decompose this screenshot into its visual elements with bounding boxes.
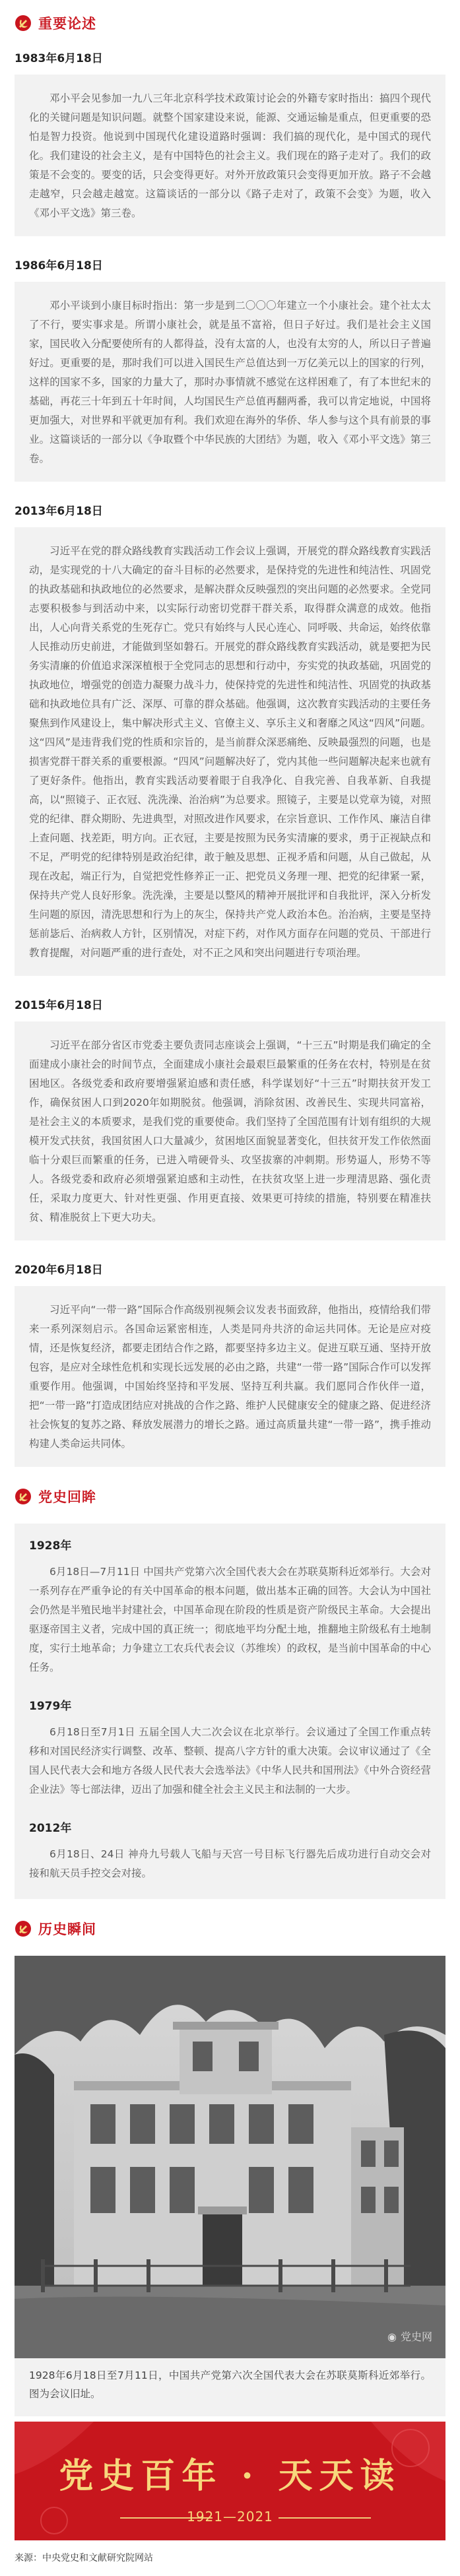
section-header-moment bbox=[15, 1919, 445, 1939]
section-title: 重要论述 bbox=[38, 16, 96, 32]
watermark-text: 党史网 bbox=[400, 2331, 432, 2343]
history-text-wrap bbox=[15, 1723, 445, 1815]
banner bbox=[15, 2422, 445, 2540]
section-header-important bbox=[15, 13, 445, 33]
weibo-icon: ◉ bbox=[387, 2331, 397, 2343]
history-box bbox=[15, 1524, 445, 1899]
entry-text-box bbox=[15, 527, 445, 976]
entry-text-box bbox=[15, 1021, 445, 1240]
entry-date: 1983年6月18日 bbox=[15, 52, 103, 65]
source-note: 来源：中央党史和文献研究院网站 bbox=[15, 2553, 153, 2563]
moment-box bbox=[15, 1956, 445, 2416]
entry-date: 1986年6月18日 bbox=[15, 259, 103, 273]
entry-text: 邓小平谈到小康目标时指出：第一步是到二〇〇〇年建立一个小康社会。建个社太太了不行，要实事求是。所谓小康社会，就是虽不富裕，但日子好过。我们是社会主义国家，国民收入分配要使所有的人都得益，没有太富的人，也没有太穷的人，所以日子普遍好过。更重要的是，那时我们可以进入国民生产总值达到一万亿美元以上的国家的行列，这样的国家不多，国家的力量大了，那时办事情就不感觉在这样困难了，有了本世纪末的基础，再花三十年到五十年时间，人均国民生产总值再翻两番，我可以肯定地说，中国将更加强大，对世界和平就更加有利。我们欢迎在海外的华侨、华人参与这个具有前景的事业。这篇谈话的一部分以《争取暨个中华民族的大团结》为题，收入《邓小平文选》第三卷。 bbox=[29, 300, 431, 465]
history-text: 6月18日、24日 神舟九号载人飞船与天宫一号目标飞行器先后成功进行自动交会对接和航天员手控交会对接。 bbox=[29, 1848, 431, 1879]
history-text-wrap bbox=[15, 1845, 445, 1899]
history-text-wrap bbox=[15, 1562, 445, 1693]
section-title: 历史瞬间 bbox=[38, 1921, 96, 1937]
historic-photo bbox=[15, 1956, 445, 2358]
history-year: 2012年 bbox=[29, 1822, 72, 1835]
entry-text: 邓小平会见参加一九八三年北京科学技术政策讨论会的外籍专家时指出：搞四个现代化的关键问题是知识问题。就整个国家建设来说，能源、交通运输是重点，但更重要的恐怕是智力投资。他说到中国现代化建设道路时强调：我们搞的现代化，是中国式的现代化。我们建设的社会主义，是有中国特色的社会主义。我们现在的路子走对了。我们的政策是不会变的。要变的话，只会变得更好。对外开放政策只会变得更加开放。路子不会越走越窄，只会越走越宽。这篇谈话的一部分以《路子走对了，政策不会变》为题，收入《邓小平文选》第三卷。 bbox=[29, 92, 431, 219]
entry-date: 2015年6月18日 bbox=[15, 999, 103, 1012]
party-emblem-icon bbox=[15, 1488, 32, 1505]
photo-caption: 1928年6月18日至7月11日，中国共产党第六次全国代表大会在苏联莫斯科近郊举行。图为会议旧址。 bbox=[29, 2369, 431, 2400]
entry-date: 2020年6月18日 bbox=[15, 1264, 103, 1277]
history-text: 6月18日至7月1日 五届全国人大二次会议在北京举行。会议通过了全国工作重点转移和对国民经济实行调整、改革、整顿、提高八字方针的重大决策。会议审议通过了《全国人民代表大会和地方各级人民代表大会选举法》《中华人民共和国刑法》《中外合资经营企业法》等七部法律，迈出了加强和健全社会主义民主和法制的一大步。 bbox=[29, 1726, 431, 1795]
entry-text-box bbox=[15, 282, 445, 482]
historic-building-image bbox=[15, 1956, 445, 2358]
banner-title: 党史百年 · 天天读 bbox=[59, 2456, 401, 2496]
banner-years: 1921—2021 bbox=[187, 2509, 273, 2525]
entry-text: 习近平向“一带一路”国际合作高级别视频会议发表书面致辞，他指出，疫情给我们带来一系列深刻启示。各国命运紧密相连，人类是同舟共济的命运共同体。无论是应对疫情，还是恢复经济，都要走团结合作之路，都要坚持多边主义。促进互联互通、坚持开放包容，是应对全球性危机和实现长远发展的必由之路，共建“一带一路”国际合作可以发挥重要作用。他强调，中国始终坚持和平发展、坚持互利共赢。我们愿同合作伙伴一道，把“一带一路”打造成团结应对挑战的合作之路、维护人民健康安全的健康之路、促进经济社会恢复的复苏之路、释放发展潜力的增长之路。通过高质量共建“一带一路”，携手推动构建人类命运共同体。 bbox=[29, 1304, 431, 1450]
history-year: 1928年 bbox=[29, 1539, 72, 1553]
party-emblem-icon bbox=[15, 1920, 32, 1937]
entry-text-box bbox=[15, 75, 445, 236]
history-entry bbox=[15, 1693, 445, 1815]
history-entry bbox=[15, 1533, 445, 1693]
party-emblem-icon bbox=[15, 15, 32, 32]
section-header-history bbox=[15, 1487, 445, 1506]
entry-text-box bbox=[15, 1286, 445, 1467]
entry-text: 习近平在党的群众路线教育实践活动工作会议上强调，开展党的群众路线教育实践活动，是实现党的十八大确定的奋斗目标的必然要求，是保持党的先进性和纯洁性、巩固党的执政基础和执政地位的必然要求，是解决群众反映强烈的突出问题的必然要求。全党同志要积极参与到活动中来，以实际行动密切党群干群关系，取得群众满意的成效。他指出，人心向背关系党的生死存亡。党只有始终与人民心连心、同呼吸、共命运，始终依靠人民推动历史前进，才能做到坚如磐石。开展党的群众路线教育实践活动，就是要把为民务实清廉的价值追求深深植根于全党同志的思想和行动中，夯实党的执政基础，巩固党的执政地位，增强党的创造力凝聚力战斗力，使保持党的先进性和纯洁性、巩固党的执政基础和执政地位具有广泛、深厚、可靠的群众基础。他强调，这次教育实践活动的主要任务聚焦到作风建设上，集中解决形式主义、官僚主义、享乐主义和奢靡之风这“四风”问题。这“四风”是违背我们党的性质和宗旨的，是当前群众深恶痛绝、反映最强烈的问题，也是损害党群干群关系的重要根源。“四风”问题解决好了，党内其他一些问题解决起来也就有了更好条件。他指出，教育实践活动要着眼于自我净化、自我完善、自我革新、自我提高，以“照镜子、正衣冠、洗洗澡、治治病”为总要求。照镜子，主要是以党章为镜，对照党的纪律、群众期盼、先进典型，对照改进作风要求，在宗旨意识、工作作风、廉洁自律上查问题、找差距，明方向。正衣冠，主要是按照为民务实清廉的要求，勇于正视缺点和不足，严明党的纪律特别是政治纪律，敢于触及思想、正视矛盾和问题，从自己做起，从现在改起，端正行为，自觉把党性修养正一正、把党员义务理一理、把党的纪律紧一紧，保持共产党人良好形象。洗洗澡，主要是以整风的精神开展批评和自我批评，深入分析发生问题的原因，清洗思想和行为上的灰尘，保持共产党人政治本色。治治病，主要是坚持惩前毖后、治病救人方针，区别情况，对症下药，对作风方面存在问题的党员、干部进行教育提醒，对问题严重的进行查处，对不正之风和突出问题进行专项治理。 bbox=[29, 545, 431, 959]
history-text: 6月18日—7月11日 中国共产党第六次全国代表大会在苏联莫斯科近郊举行。大会对一系列存在严重争论的有关中国革命的根本问题，做出基本正确的回答。大会认为中国社会仍然是半殖民地半封建社会，中国革命现在阶段的性质是资产阶级民主革命。大会提出驱逐帝国主义者，完成中国的真正统一；彻底地平均分配土地，推翻地主阶级私有土地制度，实行土地革命；力争建立工农兵代表会议（苏维埃）的政权，是当前中国革命的中心任务。 bbox=[29, 1566, 431, 1673]
photo-watermark bbox=[387, 2327, 432, 2346]
section-title: 党史回眸 bbox=[38, 1489, 96, 1505]
history-entry bbox=[15, 1815, 445, 1899]
entry-date: 2013年6月18日 bbox=[15, 505, 103, 518]
history-year: 1979年 bbox=[29, 1700, 72, 1713]
important-list bbox=[15, 49, 445, 1467]
entry-text: 习近平在部分省区市党委主要负责同志座谈会上强调，“十三五”时期是我们确定的全面建成小康社会的时间节点，全面建成小康社会最艰巨最繁重的任务在农村，特别是在贫困地区。各级党委和政府要增强紧迫感和责任感，科学谋划好“十三五”时期扶贫开发工作，确保贫困人口到2020年如期脱贫。他强调，消除贫困、改善民生、实现共同富裕，是社会主义的本质要求，是我们党的重要使命。我们坚持了全国范围有计划有组织的大规模开发式扶贫，我国贫困人口大量减少，贫困地区面貌显著变化，但扶贫开发工作依然面临十分艰巨而繁重的任务，已进入啃硬骨头、攻坚拔寨的冲刺期。形势逼人，形势不等人。各级党委和政府必须增强紧迫感和主动性，在扶贫攻坚上进一步理清思路、强化责任，采取力度更大、针对性更强、作用更直接、效果更可持续的措施，特别要在精准扶贫、精准脱贫上下更大功夫。 bbox=[29, 1039, 431, 1223]
